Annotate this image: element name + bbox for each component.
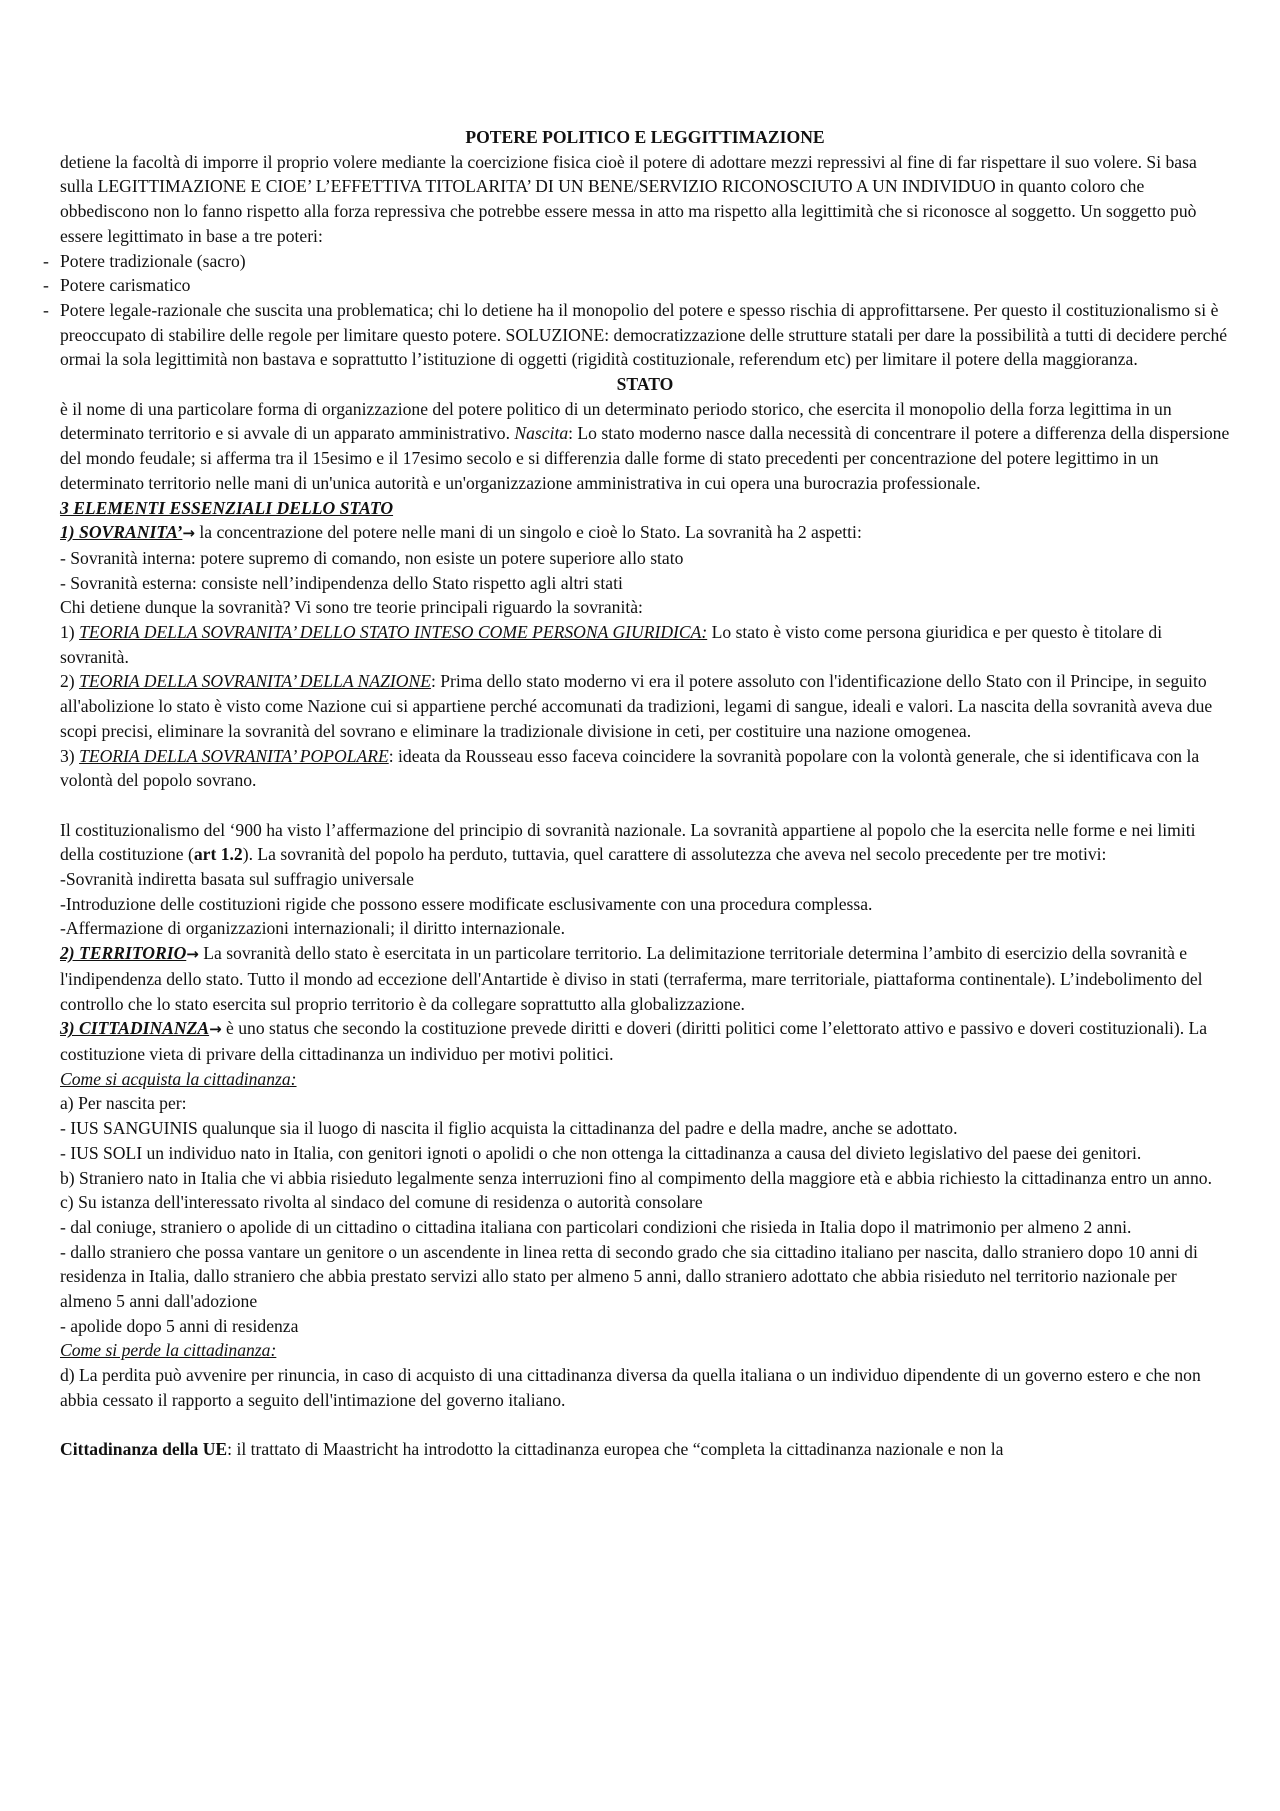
motivo-item: -Sovranità indiretta basata sul suffragio universale xyxy=(60,869,414,890)
teoria-text: Lo stato è visto come persona giuridica e per questo è titolare di sovranità. xyxy=(60,622,1163,667)
chi-detiene: Chi detiene dunque la sovranità? Vi sono tre teorie principali riguardo la sovranità: xyxy=(60,597,643,618)
acquista-item: - dal coniuge, straniero o apolide di un cittadino o cittadina italiana con particolari condizioni che risieda in Italia dopo il matrimonio per almeno 2 anni. xyxy=(60,1216,1132,1237)
elementi-heading: 3 ELEMENTI ESSENZIALI DELLO STATO xyxy=(60,497,394,518)
perde-text: d) La perdita può avvenire per rinuncia, in caso di acquisto di una cittadinanza diversa da quella italiana o un individuo dipendente di un governo estero e che non abbia cessato il rapporto a seguito dell'intimazione del governo italiano. xyxy=(60,1365,1201,1410)
spacer xyxy=(60,793,1230,818)
teoria-1 xyxy=(60,620,1230,669)
motivo-item: -Affermazione di organizzazioni internazionali; il diritto internazionale. xyxy=(60,918,565,939)
teoria-text: : ideata da Rousseau esso faceva coincidere la sovranità popolare con la volontà generale, che si identificava con la volontà del popolo sovrano. xyxy=(60,745,1200,791)
bullet-dash: - xyxy=(43,299,49,320)
bullet-dash: - xyxy=(43,250,49,271)
arrow-right-icon: → xyxy=(209,1020,222,1039)
motivo-item: -Introduzione delle costituzioni rigide che possono essere modificate esclusivamente con una procedura complessa. xyxy=(60,893,873,914)
stato-text-2: : Lo stato moderno nasce dalla necessità di concentrare il potere a differenza della dispersione del mondo feudale; si afferma tra il 15esimo e il 17esimo secolo e si differenzia dalle forme di stato precedenti per concentrazione del potere legittimo in un determinato territorio nelle mani di un'unica autorità e un'organizzazione amministrativa in cui opera una burocrazia professionale. xyxy=(60,423,1230,493)
acquista-item: a) Per nascita per: xyxy=(60,1093,187,1114)
teoria-number: 3) xyxy=(60,745,80,766)
acquista-item: - dallo straniero che possa vantare un genitore o un ascendente in linea retta di secondo grado che sia cittadino italiano per nascita, dallo straniero dopo 10 anni di residenza in Italia, dallo straniero che abbia prestato servizi allo stato per almeno 5 anni, dallo straniero adottato che abbia risieduto nel territorio nazionale per almeno 5 anni dall'adozione xyxy=(60,1241,1198,1312)
acquista-item: - IUS SOLI un individuo nato in Italia, con genitori ignoti o apolidi o che non ottenga la cittadinanza a causa del divieto legislativo del paese dei genitori. xyxy=(60,1142,1142,1163)
costituzionalismo-paragraph xyxy=(60,818,1230,867)
bullet-dash: - xyxy=(43,275,49,296)
stato-heading: STATO xyxy=(616,374,674,395)
teoria-2 xyxy=(60,669,1230,743)
costit-text-2: ). La sovranità del popolo ha perduto, tuttavia, quel carattere di assolutezza che aveva nel secolo precedente per tre motivi: xyxy=(242,844,1107,865)
sovranita-interna: - Sovranità interna: potere supremo di comando, non esiste un potere superiore allo stato xyxy=(60,547,684,568)
perde-heading: Come si perde la cittadinanza: xyxy=(60,1340,277,1361)
nascita-label: Nascita xyxy=(514,423,569,444)
teoria-3 xyxy=(60,744,1230,793)
sovranita-heading: 1) SOVRANITA’ xyxy=(60,522,183,543)
ue-label: Cittadinanza della UE xyxy=(60,1439,228,1460)
costit-art: art 1.2 xyxy=(193,844,243,865)
teoria-title: TEORIA DELLA SOVRANITA’ DELLO STATO INTESO COME PERSONA GIURIDICA: xyxy=(79,622,708,643)
list-item-text: Potere carismatico xyxy=(60,275,191,296)
intro-paragraph: detiene la facoltà di imporre il proprio volere mediante la coercizione fisica cioè il potere di adottare mezzi repressivi al fine di far rispettare il suo volere. Si basa sulla LEGITTIMAZIONE E CIOE’ L’EFFETTIVA TITOLARITA’ DI UN BENE/SERVIZIO RICONOSCIUTO A UN INDIVIDUO in quanto coloro che obbediscono non lo fanno rispetto alla forza repressiva che potrebbe essere messa in atto ma rispetto alla legittimità che si riconosce al soggetto. Un soggetto può essere legittimato in base a tre poteri: xyxy=(60,151,1197,246)
territorio-text: La sovranità dello stato è esercitata in un particolare territorio. La delimitazione territoriale determina l’ambito di esercizio della sovranità e l'indipendenza dello stato. Tutto il mondo ad eccezione dell'Antartide è diviso in stati (terraferma, mare territoriale, piattaforma continentale). L’indebolimento del controllo che lo stato esercita sul proprio territorio è da collegare soprattutto alla globalizzazione. xyxy=(60,943,1203,1014)
stato-text-1: è il nome di una particolare forma di organizzazione del potere politico di un determinato periodo storico, che esercita il monopolio della forza legittima in un determinato territorio e si avvale di un apparato amministrativo. xyxy=(60,398,1172,444)
territorio-paragraph xyxy=(60,941,1230,1016)
cittadinanza-text: è uno status che secondo la costituzione prevede diritti e doveri (diritti politici come l’elettorato attivo e passivo e doveri costituzionali). La costituzione vieta di privare della cittadinanza un individuo per motivi politici. xyxy=(60,1018,1208,1064)
acquista-heading: Come si acquista la cittadinanza: xyxy=(60,1068,297,1089)
territorio-heading: 2) TERRITORIO xyxy=(60,943,187,964)
list-item xyxy=(43,249,1230,274)
teoria-number: 1) xyxy=(60,622,80,643)
list-item xyxy=(43,273,1230,298)
document-title: POTERE POLITICO E LEGGITTIMAZIONE xyxy=(465,127,825,147)
costit-text-1: Il costituzionalismo del ‘900 ha visto l’affermazione del principio di sovranità nazionale. La sovranità appartiene al popolo che la esercita nelle forme e nei limiti della costituzione ( xyxy=(60,819,1196,865)
acquista-item: - IUS SANGUINIS qualunque sia il luogo di nascita il figlio acquista la cittadinanza del padre e della madre, anche se adottato. xyxy=(60,1118,958,1139)
acquista-item: - apolide dopo 5 anni di residenza xyxy=(60,1315,299,1336)
acquista-item: b) Straniero nato in Italia che vi abbia risieduto legalmente senza interruzioni fino al compimento della maggiore età e abbia richiesto la cittadinanza entro un anno. xyxy=(60,1167,1212,1188)
ue-text: : il trattato di Maastricht ha introdotto la cittadinanza europea che “completa la cittadinanza nazionale e non la xyxy=(227,1439,1004,1460)
arrow-right-icon: → xyxy=(186,945,199,964)
acquista-item: c) Su istanza dell'interessato rivolta al sindaco del comune di residenza o autorità consolare xyxy=(60,1192,703,1213)
document-page xyxy=(43,125,1230,1462)
list-item-text: Potere legale-razionale che suscita una problematica; chi lo detiene ha il monopolio del potere e spesso rischia di approfittarsene. Per questo il costituzionalismo si è preoccupato di stabilire delle regole per limitare questo potere. SOLUZIONE: democratizzazione delle strutture statali per dare la possibilità a tutti di decidere perché ormai la sola legittimità non bastava e soprattutto l’istituzione di oggetti (rigidità costituzionale, referendum etc) per limitare il potere della maggioranza. xyxy=(60,299,1228,370)
cittadinanza-heading: 3) CITTADINANZA xyxy=(60,1018,210,1039)
teoria-title: TEORIA DELLA SOVRANITA’ POPOLARE xyxy=(79,745,389,766)
sovranita-text: la concentrazione del potere nelle mani di un singolo e cioè lo Stato. La sovranità ha 2 aspetti: xyxy=(194,522,862,543)
list-item xyxy=(43,298,1230,372)
poteri-list xyxy=(43,249,1230,373)
stato-paragraph xyxy=(60,397,1230,496)
teoria-title: TEORIA DELLA SOVRANITA’ DELLA NAZIONE xyxy=(79,671,431,692)
teoria-text: : Prima dello stato moderno vi era il potere assoluto con l'identificazione dello Stato con il Principe, in seguito all'abolizione lo stato è visto come Nazione cui si appartiene perché accomunati da tradizioni, legami di sangue, ideali e valori. La nascita della sovranità aveva due scopi precisi, eliminare la sovranità del sovrano e eliminare la tradizionale divisione in ceti, per costituire una nazione omogenea. xyxy=(60,671,1213,741)
sovranita-paragraph xyxy=(60,520,1230,546)
sovranita-esterna: - Sovranità esterna: consiste nell’indipendenza dello Stato rispetto agli altri stati xyxy=(60,572,623,593)
arrow-right-icon: → xyxy=(182,524,195,543)
spacer xyxy=(60,1413,1230,1438)
teoria-number: 2) xyxy=(60,671,80,692)
list-item-text: Potere tradizionale (sacro) xyxy=(60,250,246,271)
cittadinanza-paragraph xyxy=(60,1016,1230,1066)
ue-paragraph xyxy=(60,1437,1230,1462)
